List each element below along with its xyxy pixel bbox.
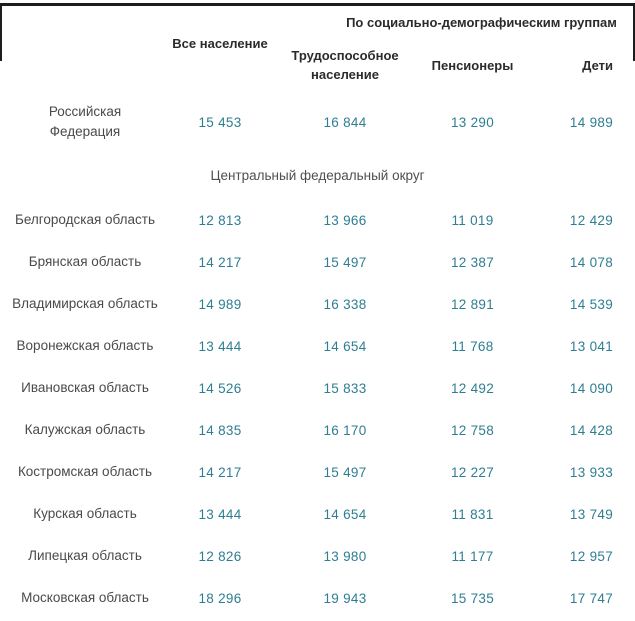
- frame-edge-left: [0, 3, 2, 61]
- value-pensioners: 12 891: [450, 296, 495, 312]
- value-children: 17 747: [569, 590, 614, 606]
- region-name: Брянская область: [28, 253, 142, 269]
- region-name: Калужская область: [24, 421, 146, 437]
- column-header-working-age: Трудоспособное население: [291, 48, 399, 82]
- value-children: 12 957: [569, 548, 614, 564]
- table-frame-border: [0, 3, 635, 621]
- value-pensioners: 15 735: [450, 590, 495, 606]
- value-all-population: 12 826: [198, 548, 242, 564]
- region-name: Липецкая область: [28, 547, 142, 563]
- value-working-age: 13 966: [323, 212, 367, 228]
- value-children: 14 090: [569, 380, 614, 396]
- region-name: Костромская область: [17, 463, 153, 479]
- value-working-age: 13 980: [323, 548, 367, 564]
- value-pensioners: 11 768: [451, 338, 494, 354]
- value-working-age: 15 497: [323, 464, 367, 480]
- value-all-population: 18 296: [198, 590, 242, 606]
- value-all-population: 14 217: [198, 254, 242, 270]
- value-children: 14 539: [569, 296, 614, 312]
- value-all-population: 14 217: [198, 464, 242, 480]
- value-pensioners: 11 177: [451, 548, 494, 564]
- value-working-age: 14 654: [323, 506, 367, 522]
- value-working-age: 16 170: [323, 422, 367, 438]
- value-children: 13 749: [569, 506, 614, 522]
- value-children: 13 933: [569, 464, 614, 480]
- value-all-population: 14 989: [198, 296, 242, 312]
- value-working-age: 16 844: [323, 114, 367, 130]
- region-name: Московская область: [21, 589, 149, 605]
- value-pensioners: 12 227: [450, 464, 495, 480]
- value-all-population: 13 444: [198, 506, 242, 522]
- value-all-population: 14 835: [198, 422, 242, 438]
- value-pensioners: 12 758: [450, 422, 495, 438]
- value-all-population: 14 526: [198, 380, 242, 396]
- section-header-central-district: Центральный федеральный округ: [210, 167, 425, 183]
- value-pensioners: 11 019: [451, 212, 494, 228]
- value-pensioners: 11 831: [451, 506, 494, 522]
- column-header-all-population: Все население: [172, 35, 268, 51]
- value-pensioners: 12 387: [450, 254, 495, 270]
- value-pensioners: 12 492: [450, 380, 495, 396]
- value-working-age: 19 943: [323, 590, 367, 606]
- region-name: Владимирская область: [12, 295, 158, 311]
- value-children: 12 429: [569, 212, 614, 228]
- column-header-pensioners: Пенсионеры: [431, 57, 514, 73]
- region-name: Белгородская область: [14, 211, 156, 227]
- region-name: Курская область: [33, 505, 137, 521]
- region-name: Ивановская область: [21, 379, 149, 395]
- value-all-population: 15 453: [198, 114, 242, 130]
- value-all-population: 12 813: [198, 212, 242, 228]
- value-children: 13 041: [569, 338, 614, 354]
- column-header-children: Дети: [582, 57, 614, 73]
- value-children: 14 989: [569, 114, 614, 130]
- group-header: По социально-демографическим группам: [346, 14, 617, 30]
- value-children: 14 428: [569, 422, 614, 438]
- value-all-population: 13 444: [198, 338, 242, 354]
- value-working-age: 16 338: [323, 296, 367, 312]
- region-name: Воронежская область: [16, 337, 154, 353]
- value-working-age: 15 833: [323, 380, 367, 396]
- region-name-text: Российская Федерация: [48, 103, 122, 139]
- value-children: 14 078: [569, 254, 614, 270]
- value-pensioners: 13 290: [450, 114, 495, 130]
- value-working-age: 15 497: [323, 254, 367, 270]
- value-working-age: 14 654: [323, 338, 367, 354]
